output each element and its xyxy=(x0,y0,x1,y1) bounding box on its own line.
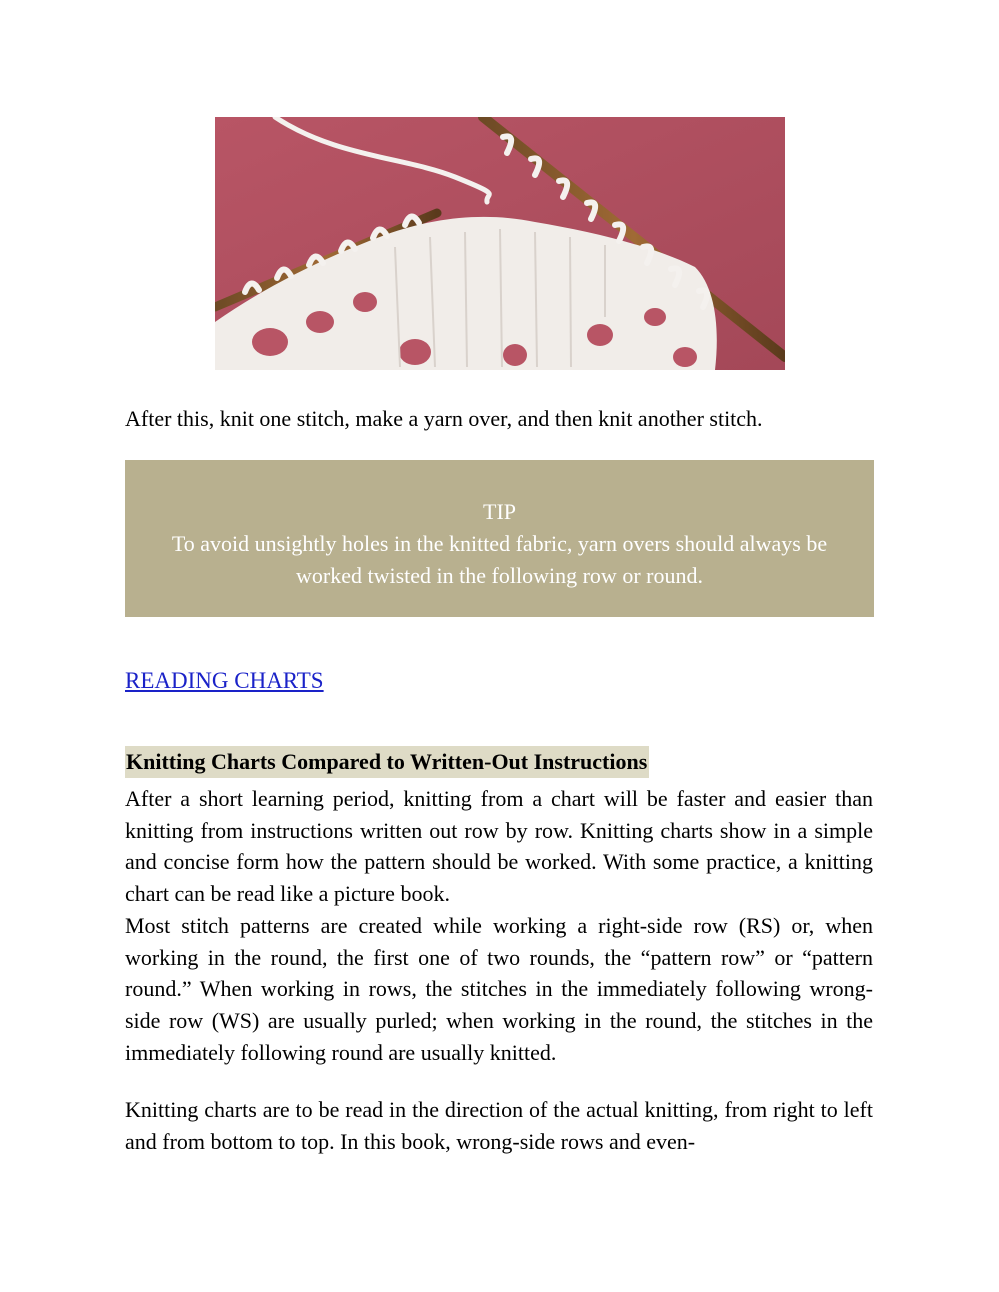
paragraph-3: Knitting charts are to be read in the direction of the actual knitting, from right to left and from bottom to top. In this book, wrong-side rows and even- xyxy=(125,1097,873,1154)
reading-charts-heading-link[interactable]: READING CHARTS xyxy=(125,668,324,693)
subheading: Knitting Charts Compared to Written-Out Instructions xyxy=(125,746,649,778)
intro-sentence: After this, knit one stitch, make a yarn over, and then knit another stitch. xyxy=(125,406,763,431)
tip-body: To avoid unsightly holes in the knitted fabric, yarn overs should always be worked twisted in the following row or round. xyxy=(171,531,828,588)
paragraph-2: Most stitch patterns are created while working a right-side row (RS) or, when working in the round, the first one of two rounds, the “pattern row” or “pattern round.” When working in rows, the stitches in the immediately following wrong-side row (WS) are usually purled; when working in the round, the stitches in the immediately following round are usually knitted. xyxy=(125,913,873,1065)
tip-box xyxy=(125,460,874,617)
knitting-lace-photo xyxy=(215,117,785,370)
tip-title: TIP xyxy=(483,499,516,524)
paragraph-1: After a short learning period, knitting from a chart will be faster and easier than knitting from instructions written out row by row. Knitting charts show in a simple and concise form how the pattern should be worked. With some practice, a knitting chart can be read like a picture book. xyxy=(125,786,873,907)
